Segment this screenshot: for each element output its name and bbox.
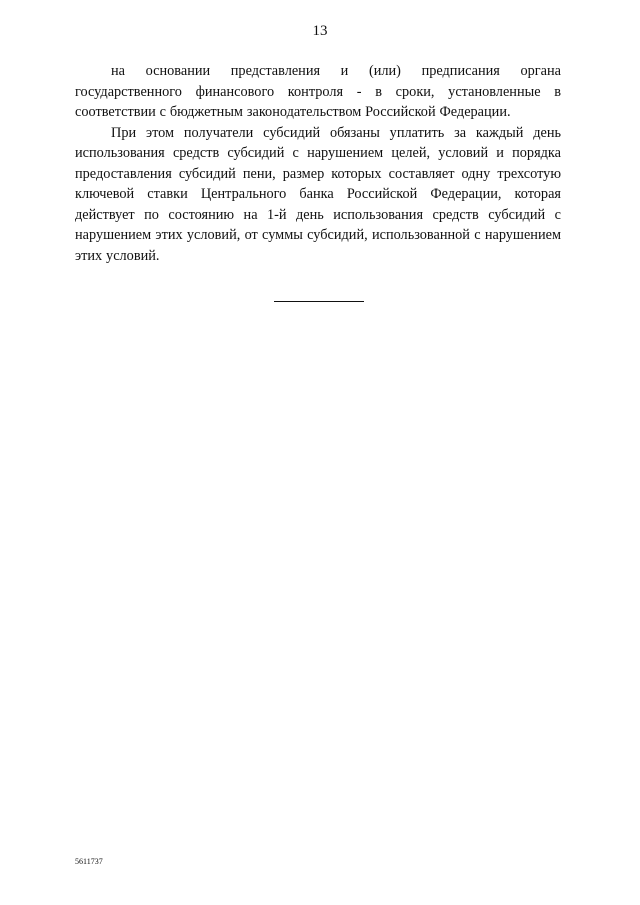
paragraph-continuation: на основании представления и (или) предписания органа государственного финансового контроля - в сроки, установленные в соответствии с бюджетным законодательством Российской Федерации. [75,63,561,120]
end-of-document-rule [274,301,364,302]
document-body [75,61,561,266]
paragraph-penalty: При этом получатели субсидий обязаны уплатить за каждый день использования средств субсидий с нарушением целей, условий и порядка предоставления субсидий пени, размер которых составляет одну трехсотую ключевой ставки Центрального банка Российской Федерации, которая действует по состоянию на 1-й день использования средств субсидий с нарушением этих условий, от суммы субсидий, использованной с нарушением этих условий. [75,124,561,264]
page-number: 13 [312,23,328,39]
document-code: 5611737 [75,857,103,866]
